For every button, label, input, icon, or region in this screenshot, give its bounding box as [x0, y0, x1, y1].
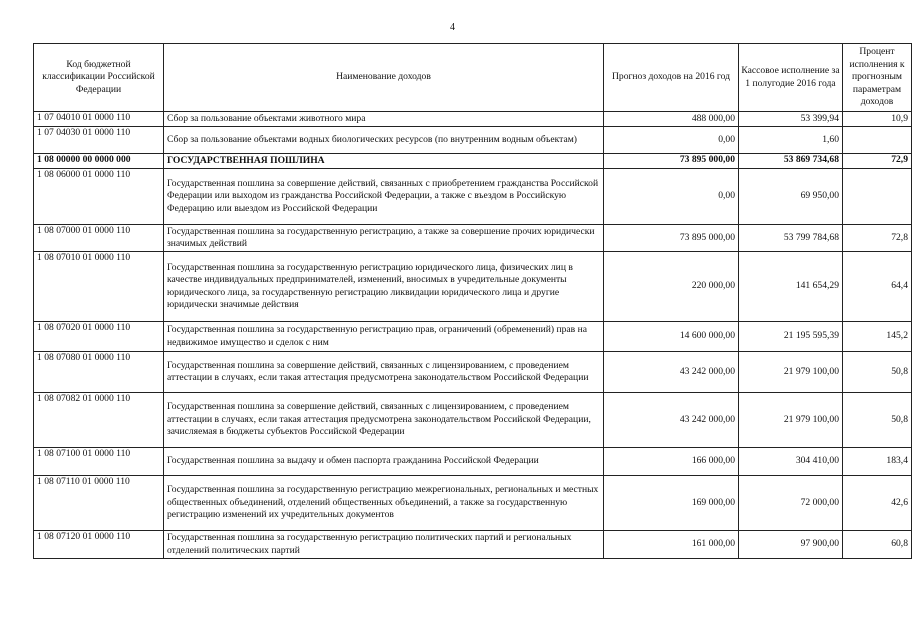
row-code: 1 08 07082 01 0000 110 [34, 393, 164, 448]
table-row [34, 252, 912, 322]
income-table [33, 43, 912, 559]
header-actual: Кассовое исполнение за 1 полугодие 2016 года [739, 44, 843, 112]
row-forecast: 73 895 000,00 [604, 225, 739, 252]
row-percent [843, 127, 912, 154]
table-body [34, 112, 912, 559]
page-number: 4 [450, 22, 455, 33]
row-percent: 50,8 [843, 352, 912, 393]
table-row [34, 169, 912, 225]
row-actual: 69 950,00 [739, 169, 843, 225]
row-forecast: 220 000,00 [604, 252, 739, 322]
table-row [34, 352, 912, 393]
table-row [34, 531, 912, 559]
row-forecast: 43 242 000,00 [604, 393, 739, 448]
row-percent: 64,4 [843, 252, 912, 322]
table-header-row [34, 44, 912, 112]
row-name: Государственная пошлина за государственную регистрацию юридического лица, физических лиц в качестве индивидуальных предпринимателей, изменений, вносимых в учредительные документы юридического лица, за государственную регистрацию ликвидации юридического лица и другие юридически значимые действия [164, 252, 604, 322]
header-code: Код бюджетной классификации Российской Федерации [34, 44, 164, 112]
row-name: Государственная пошлина за совершение действий, связанных с лицензированием, с проведением аттестации в случаях, если такая аттестация предусмотрена законодательством Российской Федерации, зачисляемая в бюджеты субъектов Российской Федерации [164, 393, 604, 448]
row-code: 1 08 07080 01 0000 110 [34, 352, 164, 393]
row-name: Государственная пошлина за совершение действий, связанных с лицензированием, с проведением аттестации в случаях, если такая аттестация предусмотрена законодательством Российской Федерации [164, 352, 604, 393]
table-row [34, 476, 912, 531]
row-percent: 60,8 [843, 531, 912, 559]
row-name: Сбор за пользование объектами животного мира [164, 112, 604, 127]
header-name: Наименование доходов [164, 44, 604, 112]
table-row [34, 448, 912, 476]
row-percent [843, 169, 912, 225]
row-actual: 21 195 595,39 [739, 322, 843, 352]
row-percent: 72,9 [843, 154, 912, 169]
row-code: 1 07 04030 01 0000 110 [34, 127, 164, 154]
row-actual: 21 979 100,00 [739, 393, 843, 448]
row-forecast: 43 242 000,00 [604, 352, 739, 393]
table-row [34, 393, 912, 448]
row-actual: 97 900,00 [739, 531, 843, 559]
table-row [34, 322, 912, 352]
row-percent: 50,8 [843, 393, 912, 448]
row-forecast: 0,00 [604, 169, 739, 225]
row-actual: 304 410,00 [739, 448, 843, 476]
table-row [34, 154, 912, 169]
row-actual: 141 654,29 [739, 252, 843, 322]
row-percent: 10,9 [843, 112, 912, 127]
row-percent: 145,2 [843, 322, 912, 352]
row-name: Государственная пошлина за совершение действий, связанных с приобретением гражданства Российской Федерации или выходом из гражданства Российской Федерации, а также с въездом в Российскую Федерацию или выездом из Российской Федерации [164, 169, 604, 225]
row-forecast: 169 000,00 [604, 476, 739, 531]
table-row [34, 127, 912, 154]
row-percent: 183,4 [843, 448, 912, 476]
row-forecast: 166 000,00 [604, 448, 739, 476]
row-actual: 72 000,00 [739, 476, 843, 531]
row-code: 1 07 04010 01 0000 110 [34, 112, 164, 127]
row-actual: 53 799 784,68 [739, 225, 843, 252]
row-forecast: 14 600 000,00 [604, 322, 739, 352]
row-forecast: 488 000,00 [604, 112, 739, 127]
row-percent: 42,6 [843, 476, 912, 531]
row-code: 1 08 07100 01 0000 110 [34, 448, 164, 476]
row-name: Государственная пошлина за государственную регистрацию, а также за совершение прочих юридически значимых действий [164, 225, 604, 252]
row-percent: 72,8 [843, 225, 912, 252]
header-percent: Процент исполнения к прогнозным параметрам доходов [843, 44, 912, 112]
row-actual: 1,60 [739, 127, 843, 154]
row-actual: 21 979 100,00 [739, 352, 843, 393]
row-actual: 53 399,94 [739, 112, 843, 127]
row-name: ГОСУДАРСТВЕННАЯ ПОШЛИНА [164, 154, 604, 169]
row-name: Государственная пошлина за государственную регистрацию прав, ограничений (обременений) прав на недвижимое имущество и сделок с ним [164, 322, 604, 352]
row-forecast: 0,00 [604, 127, 739, 154]
row-code: 1 08 07010 01 0000 110 [34, 252, 164, 322]
row-code: 1 08 07000 01 0000 110 [34, 225, 164, 252]
row-code: 1 08 07110 01 0000 110 [34, 476, 164, 531]
row-forecast: 73 895 000,00 [604, 154, 739, 169]
row-name: Государственная пошлина за государственную регистрацию межрегиональных, региональных и местных общественных объединений, отделений общественных объединений, а также за государственную регистрацию изменений их учредительных документов [164, 476, 604, 531]
row-forecast: 161 000,00 [604, 531, 739, 559]
header-forecast: Прогноз доходов на 2016 год [604, 44, 739, 112]
row-name: Государственная пошлина за выдачу и обмен паспорта гражданина Российской Федерации [164, 448, 604, 476]
row-actual: 53 869 734,68 [739, 154, 843, 169]
table-row [34, 112, 912, 127]
row-code: 1 08 00000 00 0000 000 [34, 154, 164, 169]
row-code: 1 08 06000 01 0000 110 [34, 169, 164, 225]
row-name: Сбор за пользование объектами водных биологических ресурсов (по внутренним водным объектам) [164, 127, 604, 154]
table-row [34, 225, 912, 252]
row-code: 1 08 07020 01 0000 110 [34, 322, 164, 352]
row-code: 1 08 07120 01 0000 110 [34, 531, 164, 559]
row-name: Государственная пошлина за государственную регистрацию политических партий и региональных отделений политических партий [164, 531, 604, 559]
